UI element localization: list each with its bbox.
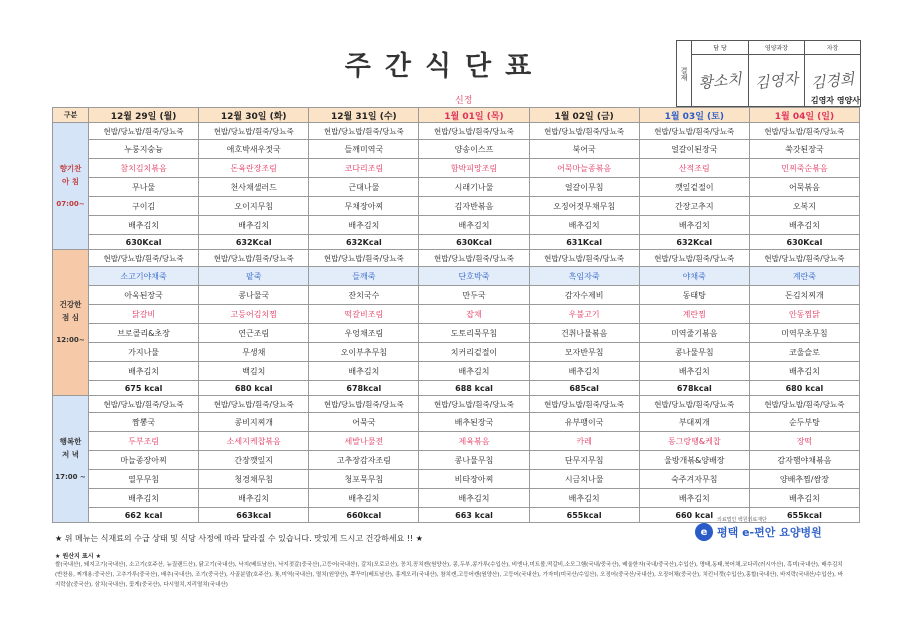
dish-cell: 동그랑땡&케찹 xyxy=(639,432,749,451)
rice-cell: 현밥/당뇨밥/흰죽/당뇨죽 xyxy=(89,250,199,267)
porridge-cell: 야채죽 xyxy=(639,267,749,286)
approval-signature: 김영자 xyxy=(753,69,800,93)
meal-label xyxy=(53,396,89,523)
dish-cell: 우불고기 xyxy=(529,305,639,324)
dish-cell: 오이부추무침 xyxy=(309,343,419,362)
kcal-cell: 688 kcal xyxy=(419,381,529,396)
kcal-cell: 630Kcal xyxy=(89,235,199,250)
rice-cell: 현밥/당뇨밥/흰죽/당뇨죽 xyxy=(529,250,639,267)
menu-row xyxy=(53,286,860,305)
menu-row xyxy=(53,324,860,343)
dish-cell: 단무지무침 xyxy=(529,451,639,470)
dish-cell: 배추김치 xyxy=(639,362,749,381)
rice-cell: 현밥/당뇨밥/흰죽/당뇨죽 xyxy=(639,250,749,267)
dish-cell: 무나물 xyxy=(89,178,199,197)
rice-cell: 현밥/당뇨밥/흰죽/당뇨죽 xyxy=(199,123,309,140)
dish-cell: 간장깻잎지 xyxy=(199,451,309,470)
meal-name: 향기찬 아 침 xyxy=(59,163,82,186)
dish-cell: 소세지케찹볶음 xyxy=(199,432,309,451)
subtitle: 신정 xyxy=(455,96,473,106)
kcal-cell: 630Kcal xyxy=(749,235,859,250)
menu-row xyxy=(53,235,860,250)
rice-cell: 현밥/당뇨밥/흰죽/당뇨죽 xyxy=(309,396,419,413)
kcal-cell: 662 kcal xyxy=(89,508,199,523)
corner-header: 구분 xyxy=(53,108,89,123)
dish-cell: 고추장감자조림 xyxy=(309,451,419,470)
dish-cell: 카레 xyxy=(529,432,639,451)
dish-cell: 닭갈비 xyxy=(89,305,199,324)
porridge-cell: 소고기야채죽 xyxy=(89,267,199,286)
dish-cell: 배추김치 xyxy=(199,489,309,508)
dish-cell: 배추김치 xyxy=(529,362,639,381)
day-header: 1월 01일 (목) xyxy=(419,108,529,123)
menu-row xyxy=(53,305,860,324)
dish-cell: 연근조림 xyxy=(199,324,309,343)
meal-time: 07:00~ xyxy=(56,199,85,208)
dish-cell: 장떡 xyxy=(749,432,859,451)
kcal-cell: 660kcal xyxy=(309,508,419,523)
dish-cell: 애호박새우젓국 xyxy=(199,140,309,159)
dish-cell: 우엉채조림 xyxy=(309,324,419,343)
logo-name: 평택 e-편안 요양병원 xyxy=(717,526,822,539)
menu-body xyxy=(53,123,860,523)
hospital-logo xyxy=(695,517,822,541)
dish-cell: 근대나물 xyxy=(309,178,419,197)
day-header: 12월 30일 (화) xyxy=(199,108,309,123)
rice-cell: 현밥/당뇨밥/흰죽/당뇨죽 xyxy=(419,123,529,140)
dish-cell: 북어국 xyxy=(529,140,639,159)
kcal-cell: 675 kcal xyxy=(89,381,199,396)
meal-name: 행복한 저 녁 xyxy=(59,436,82,459)
menu-row xyxy=(53,216,860,235)
rice-cell: 현밥/당뇨밥/흰죽/당뇨죽 xyxy=(89,123,199,140)
rice-cell: 현밥/당뇨밥/흰죽/당뇨죽 xyxy=(749,396,859,413)
dish-cell: 배추김치 xyxy=(419,216,529,235)
dish-cell: 고등어김치찜 xyxy=(199,305,309,324)
dish-cell: 청포묵무침 xyxy=(309,470,419,489)
dish-cell: 잔치국수 xyxy=(309,286,419,305)
kcal-cell: 663kcal xyxy=(199,508,309,523)
rice-cell: 현밥/당뇨밥/흰죽/당뇨죽 xyxy=(309,250,419,267)
dish-cell: 깻잎겉절이 xyxy=(639,178,749,197)
rice-cell: 현밥/당뇨밥/흰죽/당뇨죽 xyxy=(749,123,859,140)
dish-cell: 잡채 xyxy=(419,305,529,324)
dish-cell: 가지나물 xyxy=(89,343,199,362)
dish-cell: 코다리조림 xyxy=(309,159,419,178)
dish-cell: 오이지무침 xyxy=(199,197,309,216)
dish-cell: 계란찜 xyxy=(639,305,749,324)
dish-cell: 어묵볶음 xyxy=(749,178,859,197)
origin-text: 쌀(국내산), 돼지고기(국내산), 소고기(호주산, 뉴질랜드산), 닭고기(국내산), 낙지(베트남산), 낙지젓갈(중국산),고등어(국내산), 갈치(모로코산), 꽁치,꽁치캔(원양산), 콩,두부,콩가루(수입산), 비엔나,미트볼,떡갈비,소모그햄(국내/중국산), 배울한자(국내/중국산),수입산), 명태,동태,북어채,코다리(러시아산), 흑미(국내산), 배추김치(반찬용, 찌개용:중국산), 고추가루(중국산), 배추(국내산), 조기(중국산), 사골분말(호주산), 톳,미역(국내산), 멸치(원양산), 쭈꾸미(베트남산), 홍게오리(국내산), 참치캔,고등어캔(원양산), 고등어(국내산), 가자미(미국산/수입산), 오징어(중국산/국내산), 오징어채(중국산), 치킨너겟(수입산),홍합(국내산), 바지락(국내산/수입산), 바지락살(중국산), 삼치(국내산), 꽃게(중국산), 다시멸치,지리멸치(국내산) xyxy=(55,562,843,588)
menu-row xyxy=(53,381,860,396)
dish-cell: 무채장아찌 xyxy=(309,197,419,216)
dish-cell: 청경채무침 xyxy=(199,470,309,489)
dish-cell: 쑥갓된장국 xyxy=(749,140,859,159)
dish-cell: 미역줄기볶음 xyxy=(639,324,749,343)
dish-cell: 순두부탕 xyxy=(749,413,859,432)
approval-side-label: 결재 xyxy=(677,41,692,106)
dish-cell: 어묵국 xyxy=(309,413,419,432)
logo-tagline: 의료법인 백원의료재단 xyxy=(717,517,767,523)
porridge-cell: 단호박죽 xyxy=(419,267,529,286)
dish-cell: 콩비지찌개 xyxy=(199,413,309,432)
dish-cell: 김자반볶음 xyxy=(419,197,529,216)
dish-cell: 마늘종장아찌 xyxy=(89,451,199,470)
dish-cell: 감자수제비 xyxy=(529,286,639,305)
dish-cell: 배추김치 xyxy=(199,216,309,235)
dish-cell: 동태탕 xyxy=(639,286,749,305)
dish-cell: 배추김치 xyxy=(89,489,199,508)
dish-cell: 함박피망조림 xyxy=(419,159,529,178)
dish-cell: 누룽지숭늉 xyxy=(89,140,199,159)
rice-cell: 현밥/당뇨밥/흰죽/당뇨죽 xyxy=(639,396,749,413)
rice-cell: 현밥/당뇨밥/흰죽/당뇨죽 xyxy=(309,123,419,140)
approval-signature: 김경희 xyxy=(809,69,856,93)
kcal-cell: 663 kcal xyxy=(419,508,529,523)
menu-row xyxy=(53,159,860,178)
dish-cell: 아욱된장국 xyxy=(89,286,199,305)
dish-cell: 배추김치 xyxy=(309,489,419,508)
kcal-cell: 678kcal xyxy=(309,381,419,396)
dish-cell: 간장고추지 xyxy=(639,197,749,216)
kcal-cell: 632Kcal xyxy=(309,235,419,250)
dish-cell: 시래기나물 xyxy=(419,178,529,197)
menu-row xyxy=(53,362,860,381)
menu-row xyxy=(53,489,860,508)
menu-row xyxy=(53,267,860,286)
dish-cell: 안동찜닭 xyxy=(749,305,859,324)
day-header: 1월 02일 (금) xyxy=(529,108,639,123)
menu-row xyxy=(53,470,860,489)
day-header: 1월 04일 (일) xyxy=(749,108,859,123)
rice-cell: 현밥/당뇨밥/흰죽/당뇨죽 xyxy=(419,396,529,413)
dish-cell: 배추김치 xyxy=(309,362,419,381)
dish-cell: 울방개볶&양배장 xyxy=(639,451,749,470)
dish-cell: 산적조림 xyxy=(639,159,749,178)
porridge-cell: 팥죽 xyxy=(199,267,309,286)
dish-cell: 시금치나물 xyxy=(529,470,639,489)
dish-cell: 배추김치 xyxy=(419,362,529,381)
meal-name: 건강한 점 심 xyxy=(59,300,82,322)
dish-cell: 양배추찜/쌈장 xyxy=(749,470,859,489)
dish-cell: 건취나물볶음 xyxy=(529,324,639,343)
dish-cell: 비타장아찌 xyxy=(419,470,529,489)
rice-cell: 현밥/당뇨밥/흰죽/당뇨죽 xyxy=(749,250,859,267)
rice-cell: 현밥/당뇨밥/흰죽/당뇨죽 xyxy=(419,250,529,267)
menu-row xyxy=(53,140,860,159)
dish-cell: 감자햄야채볶음 xyxy=(749,451,859,470)
dish-cell: 부대찌개 xyxy=(639,413,749,432)
dish-cell: 콩나물국 xyxy=(199,286,309,305)
meal-label xyxy=(53,250,89,396)
dish-cell: 배추김치 xyxy=(529,216,639,235)
dish-cell: 콩나물무침 xyxy=(639,343,749,362)
dish-cell: 배추김치 xyxy=(749,362,859,381)
kcal-cell: 680 kcal xyxy=(199,381,309,396)
dish-cell: 오징어젓무채무침 xyxy=(529,197,639,216)
rice-cell: 현밥/당뇨밥/흰죽/당뇨죽 xyxy=(639,123,749,140)
dish-cell: 배추김치 xyxy=(419,489,529,508)
dish-cell: 배추김치 xyxy=(639,216,749,235)
dish-cell: 모자반무침 xyxy=(529,343,639,362)
rice-cell: 현밥/당뇨밥/흰죽/당뇨죽 xyxy=(529,123,639,140)
dish-cell: 천사채샐러드 xyxy=(199,178,309,197)
menu-row xyxy=(53,343,860,362)
approval-role: 담 당 xyxy=(692,41,748,55)
dish-cell: 민찌죽순볶음 xyxy=(749,159,859,178)
menu-row xyxy=(53,432,860,451)
dish-cell: 배추김치 xyxy=(529,489,639,508)
rice-cell: 현밥/당뇨밥/흰죽/당뇨죽 xyxy=(199,396,309,413)
approval-role: 영양과장 xyxy=(749,41,804,55)
porridge-cell: 들깨죽 xyxy=(309,267,419,286)
kcal-cell: 655kcal xyxy=(749,508,859,523)
dish-cell: 얼갈이무침 xyxy=(529,178,639,197)
menu-row xyxy=(53,413,860,432)
dish-cell: 짬뽕국 xyxy=(89,413,199,432)
kcal-cell: 685cal xyxy=(529,381,639,396)
rice-cell: 현밥/당뇨밥/흰죽/당뇨죽 xyxy=(199,250,309,267)
dish-cell: 열무무침 xyxy=(89,470,199,489)
dish-cell: 배추김치 xyxy=(749,216,859,235)
page-title: 주간식단표 xyxy=(344,51,546,82)
dish-cell: 오복지 xyxy=(749,197,859,216)
menu-row xyxy=(53,123,860,140)
dish-cell: 유부팽이국 xyxy=(529,413,639,432)
dish-cell: 배추김치 xyxy=(89,216,199,235)
writer-name: 김영자 영양사 xyxy=(810,96,860,105)
dish-cell: 배추김치 xyxy=(749,489,859,508)
dish-cell: 백김치 xyxy=(199,362,309,381)
dish-cell: 배추김치 xyxy=(639,489,749,508)
rice-cell: 현밥/당뇨밥/흰죽/당뇨죽 xyxy=(89,396,199,413)
day-header: 1월 03일 (토) xyxy=(639,108,749,123)
meal-label xyxy=(53,123,89,250)
dish-cell: 숙주겨자무침 xyxy=(639,470,749,489)
footer-note: ★ 위 메뉴는 식재료의 수급 상태 및 식당 사정에 따라 달라질 수 있습니다. 맛있게 드시고 건강하세요 !! ★ xyxy=(55,534,423,543)
kcal-cell: 631Kcal xyxy=(529,235,639,250)
dish-cell: 만두국 xyxy=(419,286,529,305)
kcal-cell: 680 kcal xyxy=(749,381,859,396)
kcal-cell: 632Kcal xyxy=(639,235,749,250)
menu-row xyxy=(53,197,860,216)
porridge-cell: 흑임자죽 xyxy=(529,267,639,286)
kcal-cell: 660 kcal xyxy=(639,508,749,523)
meal-time: 17:00 ~ xyxy=(55,472,86,481)
rice-cell: 현밥/당뇨밥/흰죽/당뇨죽 xyxy=(529,396,639,413)
dish-cell: 어묵마늘종볶음 xyxy=(529,159,639,178)
dish-cell: 배추김치 xyxy=(309,216,419,235)
dish-cell: 돈김치찌개 xyxy=(749,286,859,305)
header-row xyxy=(53,108,860,123)
dish-cell: 치커리겉절이 xyxy=(419,343,529,362)
meal-time: 12:00~ xyxy=(56,336,85,344)
dish-cell: 세발나물전 xyxy=(309,432,419,451)
porridge-cell: 계란죽 xyxy=(749,267,859,286)
dish-cell: 도토리묵무침 xyxy=(419,324,529,343)
dish-cell: 얼갈이된장국 xyxy=(639,140,749,159)
menu-row xyxy=(53,250,860,267)
dish-cell: 콩나물무침 xyxy=(419,451,529,470)
kcal-cell: 678kcal xyxy=(639,381,749,396)
dish-cell: 떡갈비조림 xyxy=(309,305,419,324)
dish-cell: 배추된장국 xyxy=(419,413,529,432)
menu-row xyxy=(53,451,860,470)
day-header: 12월 31일 (수) xyxy=(309,108,419,123)
kcal-cell: 655kcal xyxy=(529,508,639,523)
dish-cell: 두부조림 xyxy=(89,432,199,451)
dish-cell: 돈육란장조림 xyxy=(199,159,309,178)
menu-row xyxy=(53,396,860,413)
dish-cell: 참치김치볶음 xyxy=(89,159,199,178)
approval-signature: 황소치 xyxy=(697,69,743,93)
kcal-cell: 632Kcal xyxy=(199,235,309,250)
dish-cell: 브로콜리&초장 xyxy=(89,324,199,343)
dish-cell: 구이김 xyxy=(89,197,199,216)
dish-cell: 배추김치 xyxy=(89,362,199,381)
menu-row xyxy=(53,178,860,197)
dish-cell: 들깨미역국 xyxy=(309,140,419,159)
day-header: 12월 29일 (월) xyxy=(89,108,199,123)
dish-cell: 제육볶음 xyxy=(419,432,529,451)
menu-table xyxy=(52,107,860,523)
logo-mark-icon: e xyxy=(695,523,713,541)
dish-cell: 무생채 xyxy=(199,343,309,362)
dish-cell: 코울슬로 xyxy=(749,343,859,362)
origin-title: ★ 원산지 표시 ★ xyxy=(55,553,102,560)
kcal-cell: 630Kcal xyxy=(419,235,529,250)
dish-cell: 양송이스프 xyxy=(419,140,529,159)
approval-role: 자장 xyxy=(805,41,860,55)
dish-cell: 미역무초무침 xyxy=(749,324,859,343)
